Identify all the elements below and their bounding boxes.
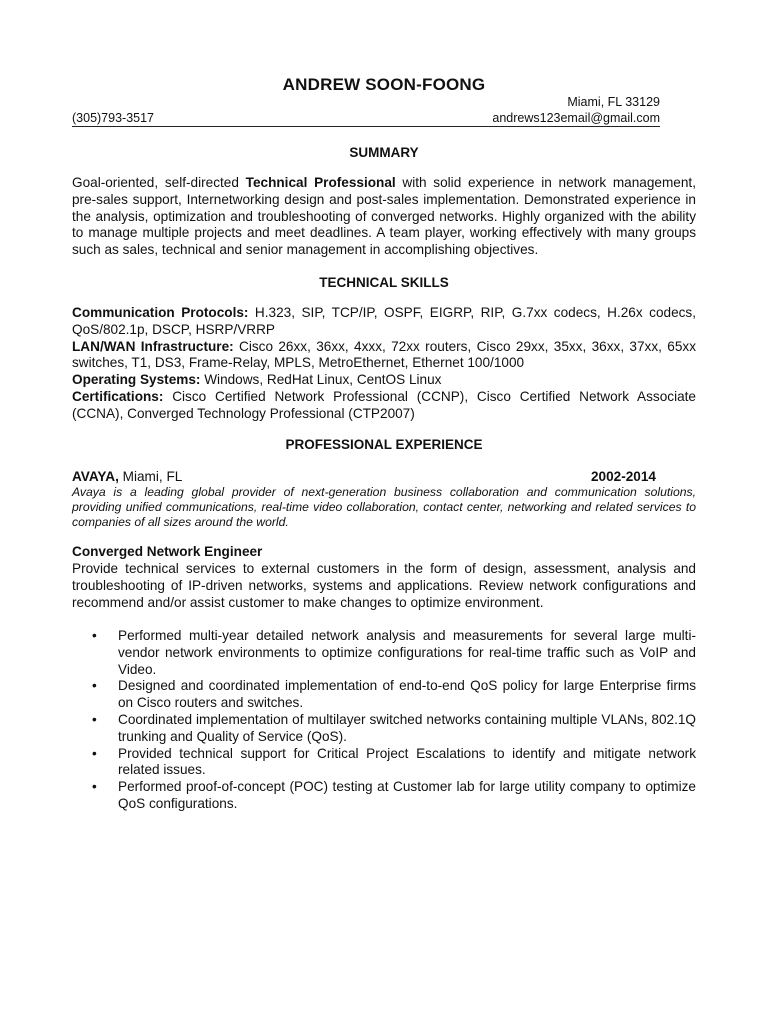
employment-years: 2002-2014	[590, 469, 656, 484]
list-item-text: Provided technical support for Critical Project Escalations to identify and mitigate network related issues.	[118, 745, 696, 778]
job-title: Converged Network Engineer	[72, 544, 263, 559]
list-item	[72, 628, 696, 678]
summary-heading: SUMMARY	[349, 145, 419, 160]
summary-text-end: with solid experience in network management, pre-sales support, Internetworking design and post-sales implementation. Demonstrated experience in the analysis, optimization and troubleshooting of converged networks. Highly organized with the ability to manage multiple projects and meet deadlines. A team player, working effectively with many groups such as sales, technical and senior management in accomplishing objectives.	[72, 175, 696, 258]
skill-item	[72, 389, 696, 423]
candidate-name: ANDREW SOON-FOONG	[282, 75, 486, 94]
summary-text	[72, 175, 696, 259]
responsibility-list	[72, 628, 696, 813]
bullet-icon: •	[92, 628, 97, 643]
list-item	[72, 712, 696, 746]
candidate-phone: (305)793-3517	[72, 111, 155, 125]
summary-text-bold: Technical Professional	[245, 175, 396, 190]
company-name: AVAYA,	[72, 469, 119, 484]
skill-label: Certifications:	[72, 388, 164, 404]
job-description: Provide technical services to external customers in the form of design, assessment, analysis and troubleshooting of IP-driven networks, systems and applications. Review network configurations and recommend and/or assist customer to make changes to optimize environment.	[72, 561, 696, 610]
bullet-icon: •	[92, 779, 97, 795]
skill-value: H.323, SIP, TCP/IP, OSPF, EIGRP, RIP, G.7xx codecs, H.26x codecs, QoS/802.1p, DSCP, HSRP/VRRP	[72, 305, 696, 337]
bullet-icon: •	[92, 745, 97, 761]
skills-list	[72, 305, 696, 423]
skill-label: Operating Systems:	[72, 372, 201, 388]
candidate-email: andrews123email@gmail.com	[492, 111, 660, 125]
bullet-icon: •	[92, 711, 97, 727]
skill-item	[72, 339, 696, 373]
list-item-text: Performed proof-of-concept (POC) testing at Customer lab for large utility company to optimize QoS configurations.	[118, 779, 696, 811]
list-item-text: Coordinated implementation of multilayer switched networks containing multiple VLANs, 802.1Q trunking and Quality of Service (QoS).	[118, 711, 696, 744]
experience-heading: PROFESSIONAL EXPERIENCE	[285, 437, 483, 452]
bullet-icon: •	[92, 678, 97, 694]
skills-heading: TECHNICAL SKILLS	[319, 275, 449, 290]
skill-label: Communication Protocols:	[72, 305, 249, 320]
candidate-city: Miami, FL 33129	[567, 95, 660, 109]
skill-label: LAN/WAN Infrastructure:	[72, 338, 234, 354]
company-location: Miami, FL	[118, 469, 183, 484]
summary-text-start: Goal-oriented, self-directed	[72, 175, 246, 190]
list-item	[72, 779, 696, 813]
list-item-text: Performed multi-year detailed network analysis and measurements for several large multi-vendor network environments to optimize configurations for real-time traffic such as VoIP and Video.	[118, 628, 696, 677]
skill-item	[72, 372, 696, 389]
list-item	[72, 678, 696, 712]
header-divider	[72, 126, 660, 127]
list-item-text: Designed and coordinated implementation of end-to-end QoS policy for large Enterprise firms on Cisco routers and switches.	[118, 678, 696, 711]
list-item	[72, 746, 696, 780]
skill-value: Windows, RedHat Linux, CentOS Linux	[200, 372, 442, 388]
skill-value: Cisco 26xx, 36xx, 4xxx, 72xx routers, Cisco 29xx, 35xx, 36xx, 37xx, 65xx switches, T1, DS3, Frame-Relay, MPLS, MetroEthernet, Ethernet 100/1000	[72, 338, 696, 371]
company-row	[72, 469, 696, 484]
skill-item	[72, 305, 696, 339]
company-description: Avaya is a leading global provider of next-generation business collaboration and communication solutions, providing unified communications, real-time video collaboration, contact center, networking and related services to companies of all sizes around the world.	[72, 485, 696, 529]
skill-value: Cisco Certified Network Professional (CCNP), Cisco Certified Network Associate (CCNA), Converged Technology Professional (CTP2007)	[72, 388, 696, 421]
